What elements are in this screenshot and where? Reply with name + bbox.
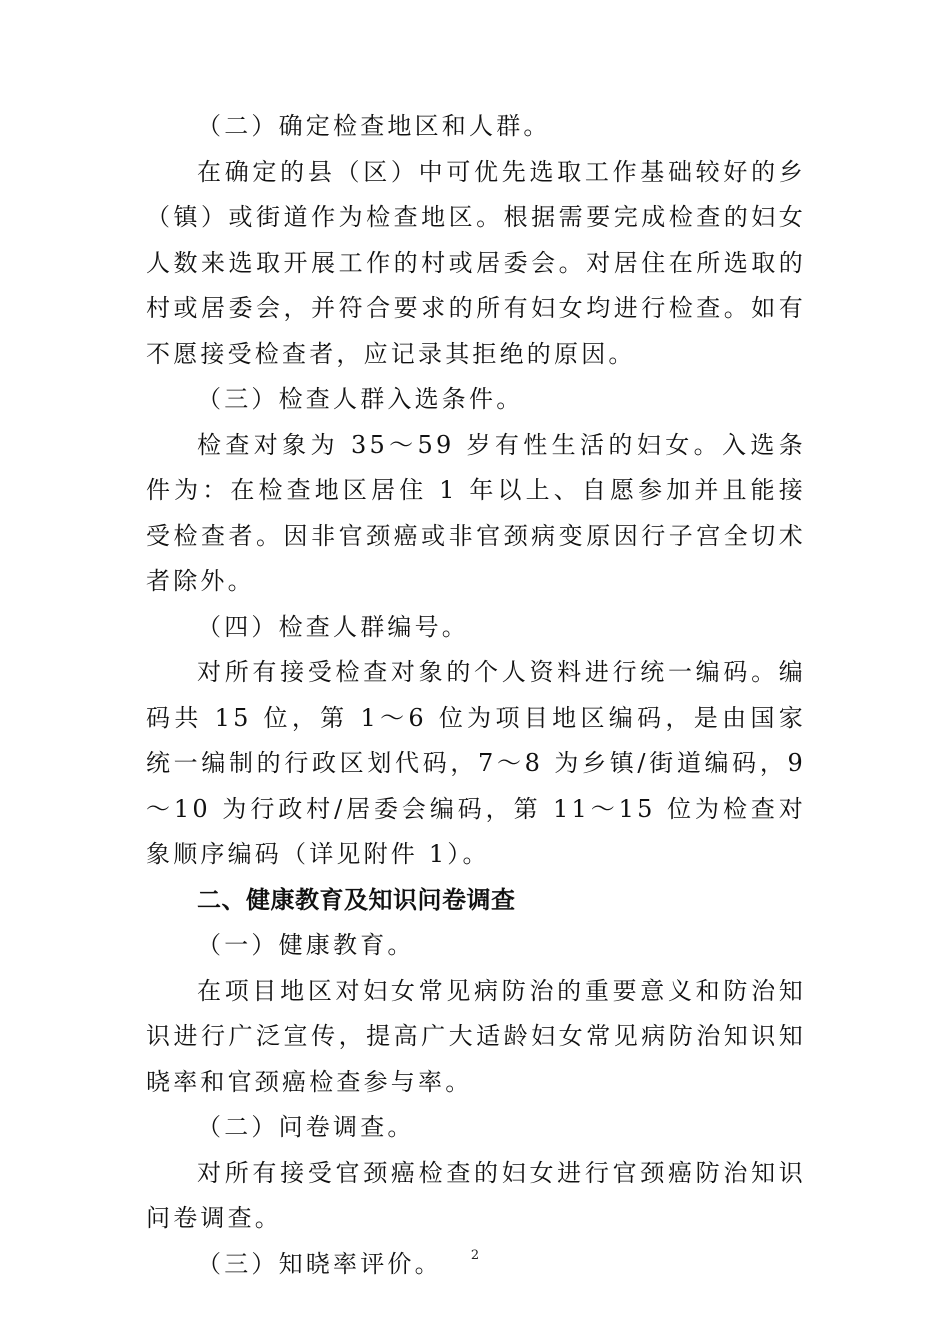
subsection-heading-determine-area: （二）确定检查地区和人群。 bbox=[197, 112, 551, 140]
section-heading-health-education: 二、健康教育及知识问卷调查 bbox=[197, 885, 516, 914]
body-paragraph-health-education: 在项目地区对妇女常见病防治的重要意义和防治知识进行广泛宣传，提高广大适龄妇女常见病防治知识知晓率和官颈癌检查参与率。 bbox=[146, 976, 806, 1096]
subsection-heading-inclusion-criteria: （三）检查人群入选条件。 bbox=[197, 385, 524, 413]
document-page bbox=[146, 104, 806, 1287]
body-paragraph-questionnaire: 对所有接受官颈癌检查的妇女进行官颈癌防治知识问卷调查。 bbox=[146, 1158, 806, 1232]
body-paragraph-area-selection: 在确定的县（区）中可优先选取工作基础较好的乡（镇）或街道作为检查地区。根据需要完成检查的妇女人数来选取开展工作的村或居委会。对居住在所选取的村或居委会，并符合要求的所有妇女均进行检查。如有不愿接受检查者，应记录其拒绝的原因。 bbox=[146, 157, 806, 368]
subsection-heading-health-education: （一）健康教育。 bbox=[197, 931, 415, 959]
subsection-heading-questionnaire: （二）问卷调查。 bbox=[197, 1113, 415, 1141]
body-paragraph-population-coding: 对所有接受检查对象的个人资料进行统一编码。编码共 15 位，第 1～6 位为项目地区编码，是由国家统一编制的行政区划代码，7～8 为乡镇/街道编码，9～10 为行政村/居委会编码，第 11～15 位为检查对象顺序编码（详见附件 1）。 bbox=[146, 658, 806, 868]
body-paragraph-inclusion-criteria: 检查对象为 35～59 岁有性生活的妇女。入选条件为：在检查地区居住 1 年以上、自愿参加并且能接受检查者。因非官颈癌或非官颈病变原因行子宫全切术者除外。 bbox=[146, 430, 806, 595]
page-number: 2 bbox=[470, 1248, 480, 1263]
subsection-heading-awareness-evaluation: （三）知晓率评价。 bbox=[197, 1249, 442, 1278]
subsection-heading-population-coding: （四）检查人群编号。 bbox=[197, 612, 469, 641]
